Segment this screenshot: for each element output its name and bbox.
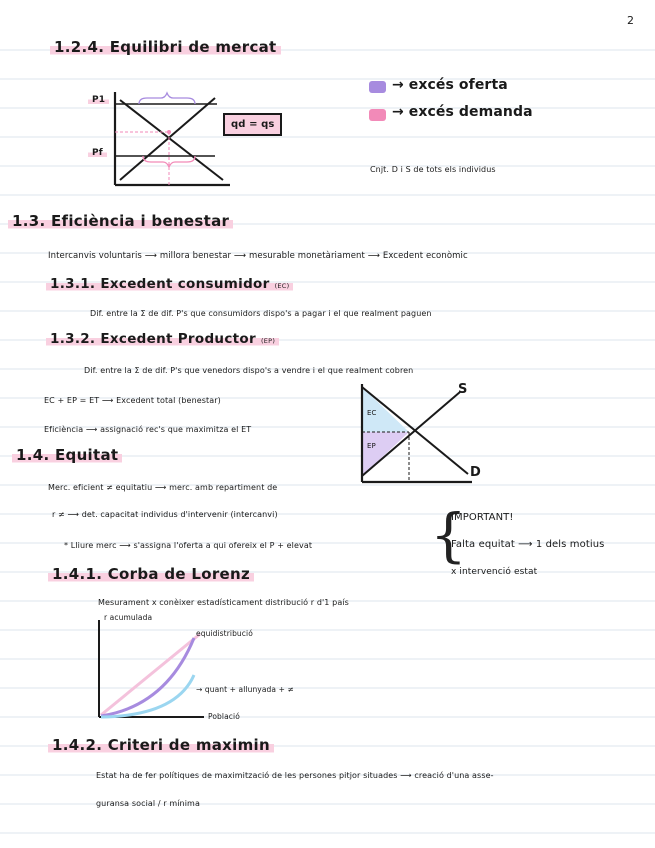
surplus-graph xyxy=(360,384,475,484)
graph-label-pf: Pf xyxy=(88,148,107,158)
line-intercanvis: Intercanvis voluntaris ⟶ millora benestar ⟶ mesurable monetàriament ⟶ Excedent econòmic xyxy=(48,251,468,261)
graph-label-ec: EC xyxy=(367,409,377,417)
graph-label-s: S xyxy=(458,382,468,397)
heading-excedent-productor: 1.3.2. Excedent Productor (EP) xyxy=(46,331,279,347)
lorenz-y-label: r acumulada xyxy=(104,613,153,622)
heading-equilibri-mercat: 1.2.4. Equilibri de mercat xyxy=(50,38,281,56)
line-mesurament: Mesurament x conèixer estadísticament distribució r d'1 país xyxy=(98,598,349,607)
pink-swatch xyxy=(369,109,386,121)
line-eficiencia: Eficiència ⟶ assignació rec's que maximitza el ET xyxy=(44,425,252,434)
lorenz-x-label: Població xyxy=(208,712,240,721)
line-excedent-productor: Dif. entre la Σ de dif. P's que venedors dispo's a vendre i el que realment cobren xyxy=(84,366,414,375)
legend-excess-demand: → excés demanda xyxy=(392,104,533,120)
line-maximin-2: guransa social / r mínima xyxy=(96,799,200,808)
heading-corba-lorenz: 1.4.1. Corba de Lorenz xyxy=(48,565,254,583)
line-maximin-1: Estat ha de fer polítiques de maximització de les persones pitjor situades ⟶ creació d'una asse- xyxy=(96,771,494,780)
graph-label-d: D xyxy=(470,465,481,480)
important-title: IMPORTANT! xyxy=(451,512,514,523)
line-excedent-total: EC + EP = ET ⟶ Excedent total (benestar) xyxy=(44,396,221,405)
lorenz-equal-label: equidistribució xyxy=(196,629,253,638)
legend-excess-supply: → excés oferta xyxy=(392,77,508,93)
equality-box: qd = qs xyxy=(223,113,282,136)
line-merc-eficient: Merc. eficient ≠ equitatiu ⟶ merc. amb repartiment de xyxy=(48,483,278,492)
lorenz-curve-graph xyxy=(96,620,206,720)
equilibrium-graph xyxy=(95,90,235,190)
note-cnjt: Cnjt. D i S de tots els individus xyxy=(370,165,496,174)
heading-eficiencia: 1.3. Eficiència i benestar xyxy=(8,212,233,230)
line-lliure-merc: * Lliure merc ⟶ s'assigna l'oferta a qui ofereix el P + elevat xyxy=(64,541,313,550)
page-number: 2 xyxy=(627,14,635,27)
line-r-diferent: r ≠ ⟶ det. capacitat individus d'intervenir (intercanvi) xyxy=(52,510,278,519)
important-brace: { xyxy=(430,501,467,569)
important-line-1: Falta equitat ⟶ 1 dels motius xyxy=(451,539,605,550)
purple-swatch xyxy=(369,81,386,93)
important-line-2: x intervenció estat xyxy=(451,567,538,577)
heading-excedent-consumidor: 1.3.1. Excedent consumidor (EC) xyxy=(46,276,293,292)
graph-label-ep: EP xyxy=(367,442,376,450)
line-excedent-consumidor: Dif. entre la Σ de dif. P's que consumidors dispo's a pagar i el que realment paguen xyxy=(90,309,432,318)
heading-equitat: 1.4. Equitat xyxy=(12,446,122,464)
lorenz-curve-label: → quant + allunyada + ≠ xyxy=(196,685,294,694)
graph-label-p1: P1 xyxy=(88,95,109,105)
heading-criteri-maximin: 1.4.2. Criteri de maximin xyxy=(48,736,274,754)
